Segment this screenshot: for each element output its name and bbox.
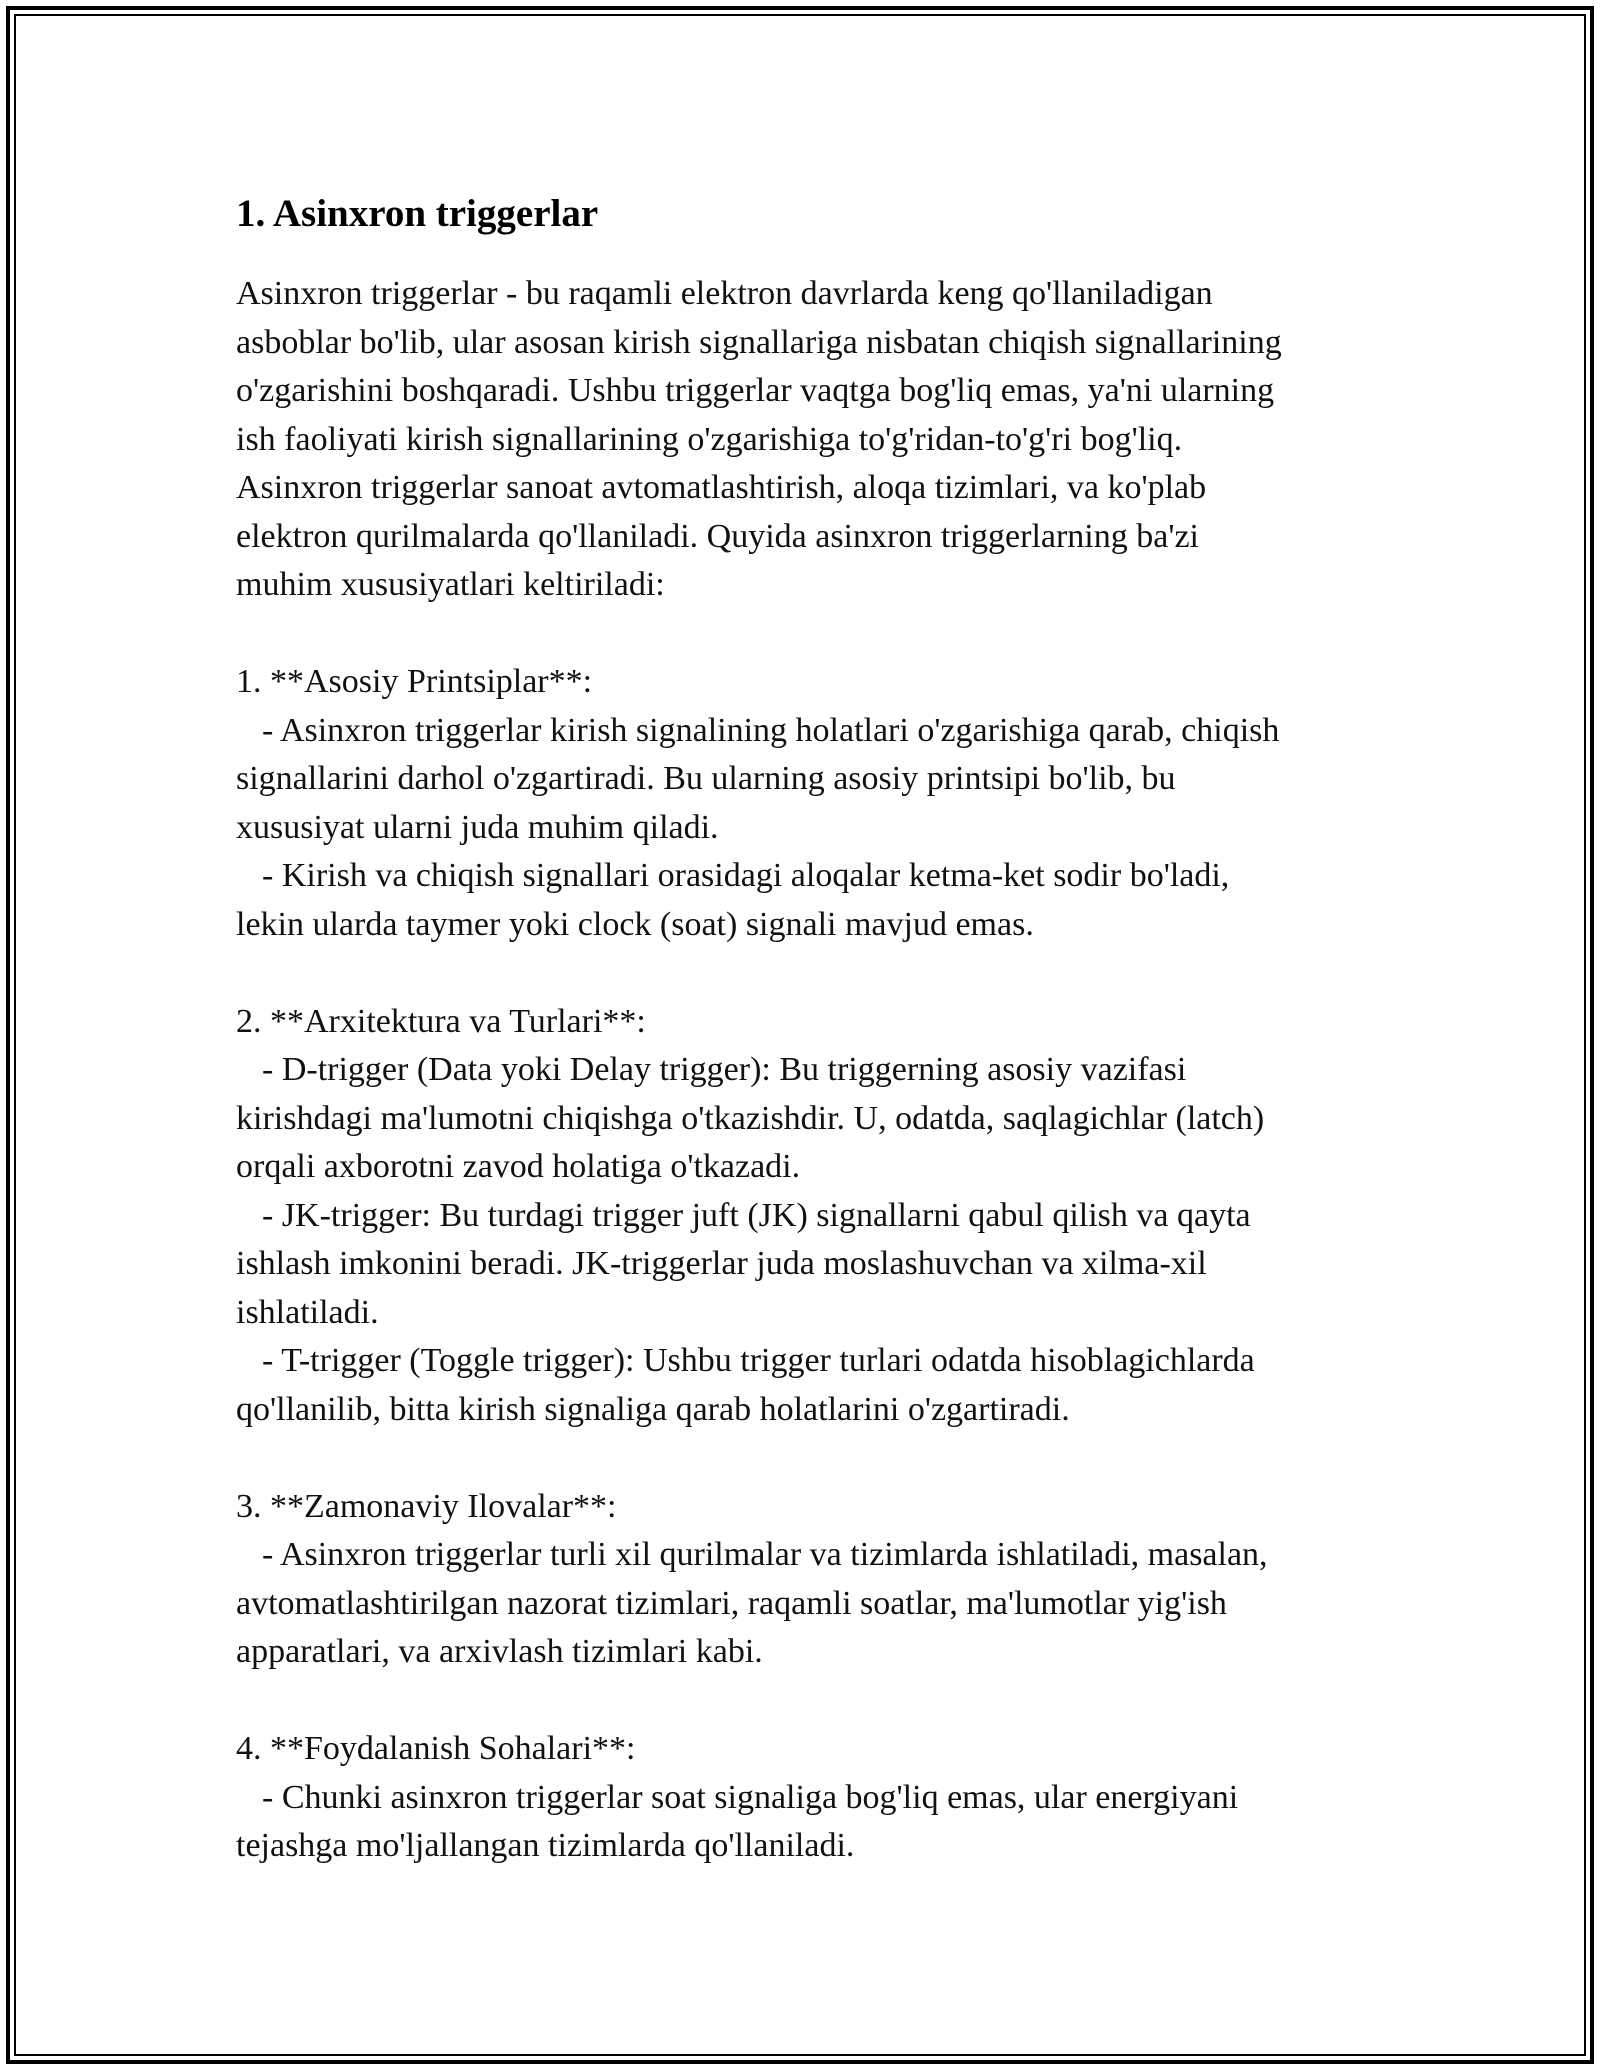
bullet-first-line: - Asinxron triggerlar turli xil qurilmalar va tizimlarda ishlatiladi, masalan, [262,1536,1268,1573]
intro-line: Asinxron triggerlar - bu raqamli elektron davrlarda keng qo'llaniladigan [236,275,1213,312]
bullet-line: apparatlari, va arxivlash tizimlari kabi. [236,1633,763,1670]
bullet-line: ishlatiladi. [236,1293,379,1331]
bullet-line: xususiyat ularni juda muhim qiladi. [236,808,719,846]
intro-line: elektron qurilmalarda qo'llaniladi. Quyida asinxron triggerlarning ba'zi [236,517,1200,555]
intro-line: o'zgarishini boshqaradi. Ushbu triggerlar vaqtga bog'liq emas, ya'ni ularning [236,372,1275,409]
bullet-first-line: - Asinxron triggerlar kirish signalining holatlari o'zgarishiga qarab, chiqish [262,711,1280,749]
bullet-line: tejashga mo'ljallangan tizimlarda qo'llaniladi. [236,1827,855,1864]
bullet-line: qo'llanilib, bitta kirish signaliga qarab holatlarini o'zgartiradi. [236,1390,1070,1428]
section-spacer [236,1434,1386,1483]
section-title: 1. **Asosiy Printsiplar**: [236,663,593,700]
section-title: 2. **Arxitektura va Turlari**: [236,1002,646,1040]
section-title: 3. **Zamonaviy Ilovalar**: [236,1487,617,1525]
bullet-line: orqali axborotni zavod holatiga o'tkazadi. [236,1148,801,1185]
intro-line: asboblar bo'lib, ular asosan kirish signallariga nisbatan chiqish signallarining [236,323,1282,361]
section-foydalanish-sohalari [236,1725,1386,1871]
bullet-line: avtomatlashtirilgan nazorat tizimlari, raqamli soatlar, ma'lumotlar yig'ish [236,1584,1227,1622]
section-spacer [236,610,1386,659]
section-zamonaviy-ilovalar [236,1483,1386,1677]
bullet-first-line: - JK-trigger: Bu turdagi trigger juft (JK) signallarni qabul qilish va qayta [262,1196,1251,1234]
section-title: 4. **Foydalanish Sohalari**: [236,1730,636,1767]
section-asosiy-printsiplar [236,658,1386,949]
bullet-first-line: - T-trigger (Toggle trigger): Ushbu trigger turlari odatda hisoblagichlarda [262,1342,1255,1379]
bullet-line: lekin ularda taymer yoki clock (soat) signali mavjud emas. [236,905,1034,943]
document-body [236,186,1386,1871]
intro-line: muhim xususiyatlari keltiriladi: [236,566,665,603]
page-title: 1. Asinxron triggerlar [236,192,599,235]
section-spacer [236,1677,1386,1726]
section-spacer [236,949,1386,998]
bullet-first-line: - D-trigger (Data yoki Delay trigger): Bu triggerning asosiy vazifasi [262,1051,1187,1088]
bullet-line: kirishdagi ma'lumotni chiqishga o'tkazishdir. U, odatda, saqlagichlar (latch) [236,1099,1265,1137]
bullet-first-line: - Chunki asinxron triggerlar soat signaliga bog'liq emas, ular energiyani [262,1778,1239,1816]
section-arxitektura-va-turlari [236,998,1386,1435]
intro-line: ish faoliyati kirish signallarining o'zgarishiga to'g'ridan-to'g'ri bog'liq. [236,420,1183,458]
intro-paragraph [236,270,1386,610]
bullet-line: signallarini darhol o'zgartiradi. Bu ularning asosiy printsipi bo'lib, bu [236,760,1176,797]
bullet-first-line: - Kirish va chiqish signallari orasidagi aloqalar ketma-ket sodir bo'ladi, [262,857,1230,894]
bullet-line: ishlash imkonini beradi. JK-triggerlar juda moslashuvchan va xilma-xil [236,1245,1207,1282]
intro-line: Asinxron triggerlar sanoat avtomatlashtirish, aloqa tizimlari, va ko'plab [236,469,1207,506]
